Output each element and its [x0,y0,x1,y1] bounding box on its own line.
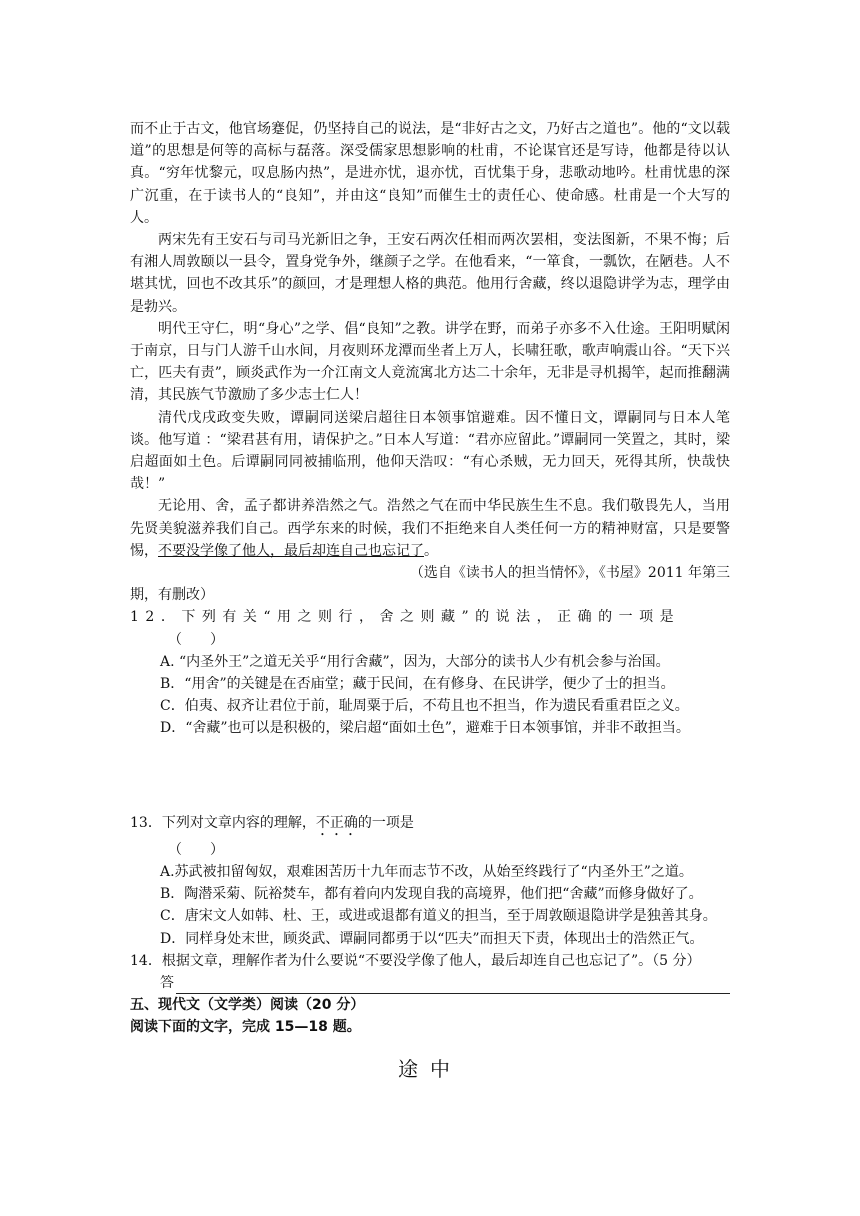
source-citation-line1: （选自《读书人的担当情怀》，《书屋》2011 年第三 [409,565,730,582]
question-13-stem-text: 13．下列对文章内容的理解， [130,814,316,831]
article-paragraph-4: 清代戊戌政变失败，谭嗣同送梁启超往日本领事馆避难。因不懂日文，谭嗣同与日本人笔谈。他写道 ：“梁君甚有用，请保护之。”日本人写道：“君亦应留此。”谭嗣同一笑置之，其时，梁启超面如土色。后谭嗣同同被捕临刑，他仰天浩叹：“有心杀贼，无力回天，死得其所，快哉快哉！” [130,409,730,493]
question-13-option-b: B．陶潜采菊、阮裕焚车，都有着向内发现自我的高境界，他们把“舍藏”而修身做好了。 [160,886,703,903]
document-page [130,118,730,1082]
question-12-option-b: B．“用舍”的关键是在否庙堂；藏于民间，在有修身、在民讲学，便少了士的担当。 [160,676,675,693]
paragraph-5-end: 。 [424,542,438,559]
story-title: 途中 [398,1056,462,1081]
question-13-answer-blank: （ ） [168,841,224,858]
question-13-option-d: D．同样身处末世，顾炎武、谭嗣同都勇于以“匹夫”而担天下责，体现出士的浩然正气。 [160,930,704,947]
answer-label: 答 [160,974,174,991]
question-12-stem: 12．下列有关“用之则行，舍之则藏”的说法，正确的一项是 [130,609,681,626]
article-paragraph-3: 明代王守仁，明“身心”之学、倡“良知”之教。讲学在野，而弟子亦多不入仕途。王阳明赋闲于南京，日与门人游千山水间，月夜则环龙潭而坐者上万人，长啸狂歌，歌声响震山谷。“天下兴亡，匹夫有责”，顾炎武作为一介江南文人竟流寓北方达二十余年，无非是寻机揭竿，起而推翻满清，其民族气节激励了多少志士仁人！ [130,320,730,404]
source-citation-line2: 期，有删改） [130,587,214,604]
answer-underline [176,977,730,994]
article-paragraph-5 [130,495,730,562]
question-13-option-c: C．唐宋文人如韩、杜、王，或进或退都有道义的担当，至于周敦颐退隐讲学是独善其身。 [160,908,717,925]
question-12-answer-blank: （ ） [168,631,224,648]
question-12-option-a: A. “内圣外王”之道无关乎“用行舍藏”，因为，大部分的读书人少有机会参与治国。 [160,653,670,670]
question-14-answer-area[interactable] [160,972,730,994]
article-paragraph-1: 而不止于古文，他官场蹇促，仍坚持自己的说法，是“非好古之文，乃好古之道也”。他的“文以载道”的思想是何等的高标与磊落。深受儒家思想影响的杜甫，不论谋官还是写诗，他都是待以认真。“穷年忧黎元，叹息肠内热”，是进亦忧，退亦忧，百忧集于身，悲歌动地吟。杜甫忧患的深广沉重，在于读书人的“良知”，并由这“良知”而催生士的责任心、使命感。杜甫是一个大写的人。 [130,121,730,226]
article-paragraph-2: 两宋先有王安石与司马光新旧之争，王安石两次任相而两次罢相，变法图新，不果不悔；后有湘人周敦颐以一县令，置身党争外，继颜子之学。在他看来，“一箪食，一瓢饮，在陋巷。人不堪其忧，回也不改其乐”的颜回，才是理想人格的典范。他用行舍藏，终以退隐讲学为志，理学由是勃兴。 [130,232,730,315]
section-5-instruction: 阅读下面的文字，完成 15—18 题。 [130,1019,361,1036]
question-12-option-c: C．伯夷、叔齐让君位于前，耻周粟于后，不苟且也不担当，作为遗民看重君臣之义。 [160,698,689,715]
question-13-option-a: A.苏武被扣留匈奴，艰难困苦历十九年而志节不改，从始至终践行了“内圣外王”之道。 [160,863,693,880]
question-13-stem-end: 的一项是 [357,814,414,831]
section-5-heading: 五、现代文（文学类）阅读（20 分） [130,997,365,1014]
question-13-stem [130,812,730,839]
spacer [130,740,730,812]
question-14-stem: 14．根据文章，理解作者为什么要说“不要没学像了他人，最后却连自己也忘记了”。（5 分） [130,952,701,969]
question-13-emphasis: 不正确 [315,814,358,831]
paragraph-5-text: 无论用、舍，孟子都讲养浩然之气。浩然之气在而中华民族生生不息。我们敬畏先人，当用先贤美貌滋养我们自己。西学东来的时候，我们不拒绝来自人类任何一方的精神财富，只是要警惕， [130,498,730,559]
underlined-sentence: 不要没学像了他人，最后却连自己也忘记了 [158,542,424,559]
question-12-option-d: D．“舍藏”也可以是积极的，梁启超“面如土色”，避难于日本领事馆，并非不敢担当。 [160,720,690,737]
